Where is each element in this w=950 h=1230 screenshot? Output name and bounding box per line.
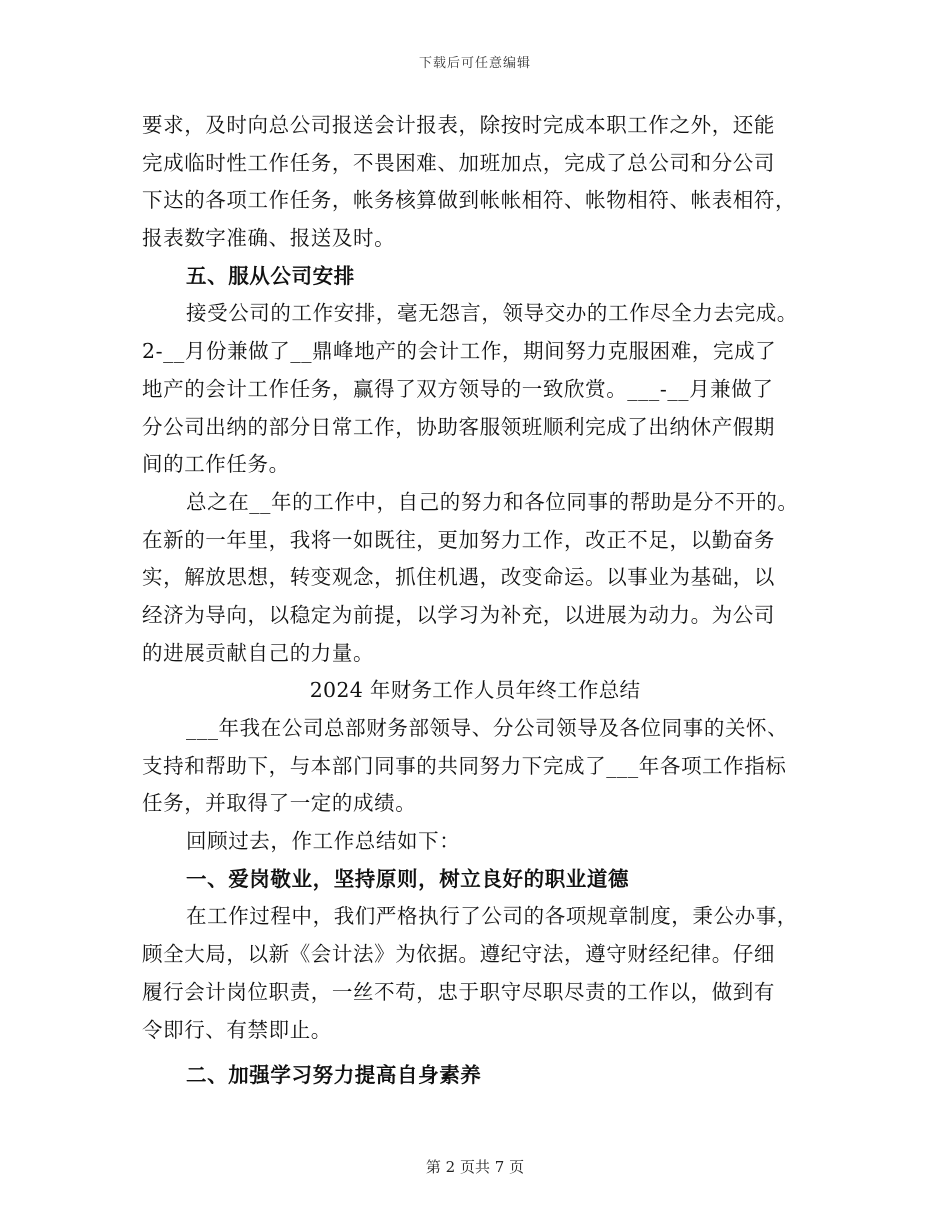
body-line: 要求，及时向总公司报送会计报表，除按时完成本职工作之外，还能 — [142, 113, 775, 137]
body-line: 下达的各项工作任务，帐务核算做到帐帐相符、帐物相符、帐表相符， — [142, 188, 797, 213]
document-body — [142, 107, 808, 1095]
body-line: 任务，并取得了一定的成绩。 — [142, 791, 417, 816]
body-line: 令即行、有禁即止。 — [142, 1017, 332, 1042]
body-line: 分公司出纳的部分日常工作，协助客服领班顺利完成了出纳休产假期 — [142, 414, 775, 439]
body-line: 实，解放思想，转变观念，抓住机遇，改变命运。以事业为基础，以 — [142, 565, 775, 590]
section-heading-2: 二、加强学习努力提高自身素养 — [186, 1063, 482, 1088]
body-line: 履行会计岗位职责，一丝不苟，忠于职守尽职尽责的工作以，做到有 — [142, 979, 775, 1004]
body-line: 报表数字准确、报送及时。 — [142, 226, 396, 251]
body-line: 2-__月份兼做了__鼎峰地产的会计工作，期间努力克服困难，完成了 — [142, 339, 777, 364]
body-line: 地产的会计工作任务，赢得了双方领导的一致欣赏。___-__月兼做了 — [142, 376, 774, 401]
body-line: 总之在__年的工作中，自己的努力和各位同事的帮助是分不开的。 — [186, 489, 799, 514]
body-line: 在新的一年里，我将一如既往，更加努力工作，改正不足，以勤奋务 — [142, 527, 775, 552]
body-line: 的进展贡献自己的力量。 — [142, 640, 375, 665]
body-line: 完成临时性工作任务，不畏困难、加班加点，完成了总公司和分公司 — [142, 150, 775, 175]
body-line: 间的工作任务。 — [142, 452, 290, 477]
page-header: 下载后可任意编辑 — [418, 56, 531, 71]
body-line: 在工作过程中，我们严格执行了公司的各项规章制度，秉公办事， — [186, 904, 798, 929]
body-line: 回顾过去，作工作总结如下： — [186, 829, 461, 854]
section-heading-1: 一、爱岗敬业，坚持原则，树立良好的职业道德 — [186, 866, 630, 891]
body-line: 支持和帮助下，与本部门同事的共同努力下完成了___年各项工作指标 — [142, 753, 787, 778]
body-line: 接受公司的工作安排，毫无怨言，领导交办的工作尽全力去完成。 — [186, 301, 798, 326]
body-line: 经济为导向，以稳定为前提，以学习为补充，以进展为动力。为公司 — [142, 602, 775, 627]
body-line: ___年我在公司总部财务部领导、分公司领导及各位同事的关怀、 — [186, 716, 789, 740]
document-title: 2024 年财务工作人员年终工作总结 — [309, 678, 641, 703]
section-heading-5: 五、服从公司安排 — [186, 263, 355, 288]
body-line: 顾全大局，以新《会计法》为依据。遵纪守法，遵守财经纪律。仔细 — [142, 942, 775, 967]
page-footer: 第 2 页共 7 页 — [425, 1158, 525, 1176]
